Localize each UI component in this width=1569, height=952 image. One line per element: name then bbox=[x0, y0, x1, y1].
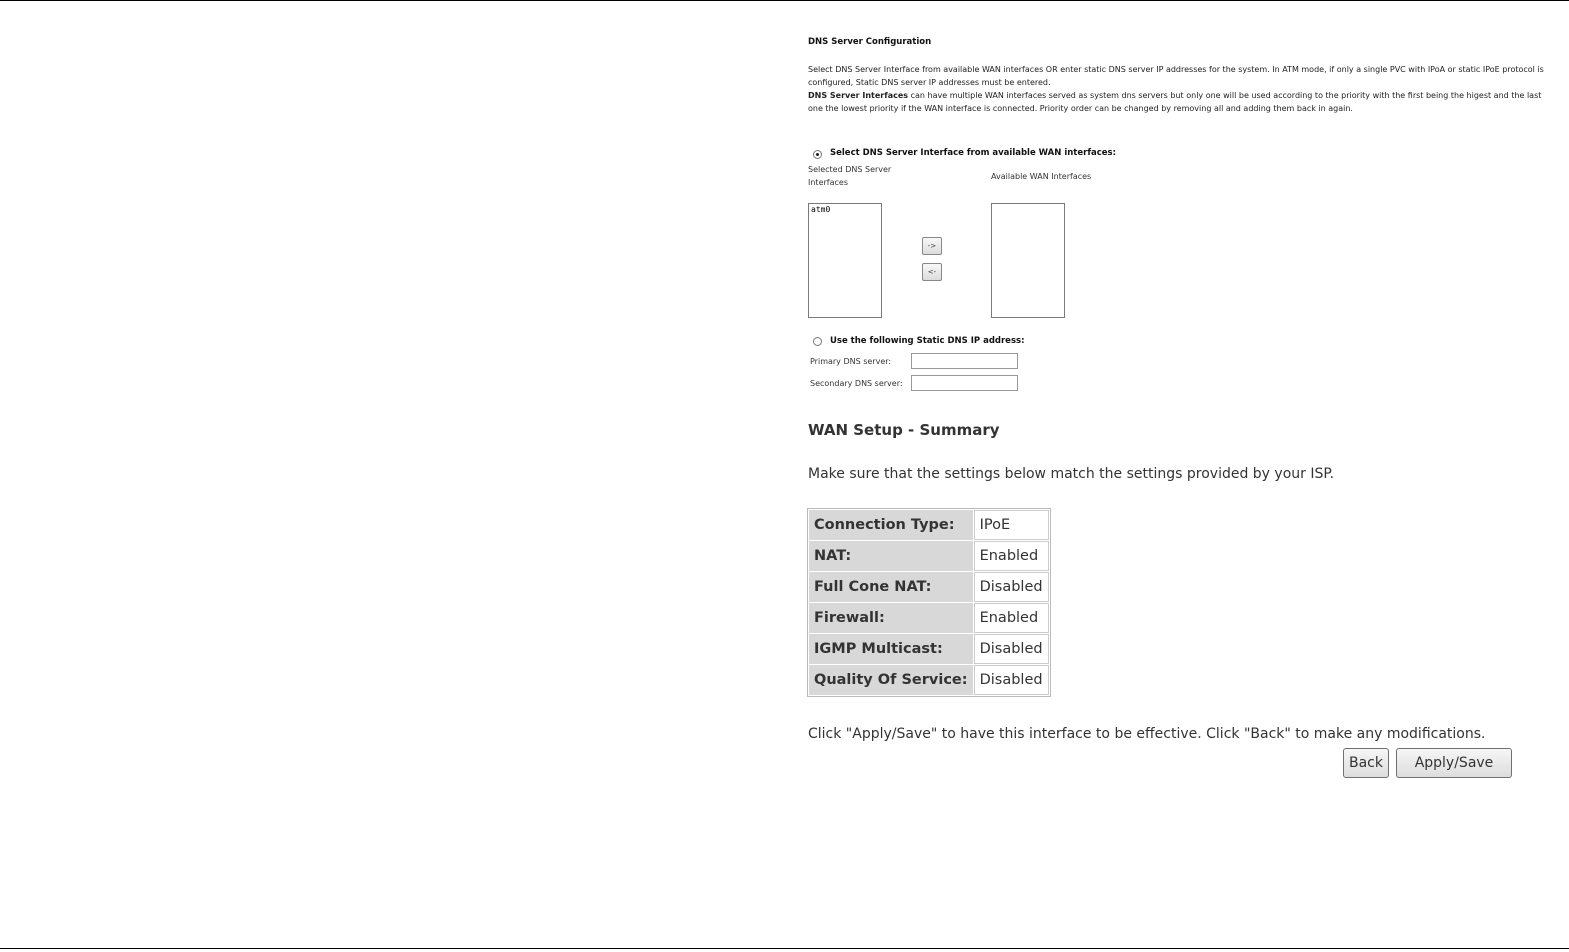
table-row bbox=[809, 603, 1049, 633]
secondary-dns-input[interactable] bbox=[911, 375, 1018, 391]
summary-value: Disabled bbox=[974, 665, 1049, 695]
apply-save-button[interactable]: Apply/Save bbox=[1396, 748, 1512, 778]
radio-dns-interface[interactable] bbox=[813, 150, 822, 159]
summary-key: Firewall: bbox=[809, 603, 973, 633]
dns-description-2-bold: DNS Server Interfaces bbox=[808, 91, 909, 100]
top-rule bbox=[0, 0, 1569, 1]
summary-key: Full Cone NAT: bbox=[809, 572, 973, 602]
dns-config-panel bbox=[805, 30, 1555, 402]
move-left-button[interactable]: <- bbox=[922, 263, 942, 281]
table-row bbox=[809, 510, 1049, 540]
summary-key: NAT: bbox=[809, 541, 973, 571]
summary-value: IPoE bbox=[974, 510, 1049, 540]
bottom-rule bbox=[0, 948, 1569, 949]
summary-key: Quality Of Service: bbox=[809, 665, 973, 695]
selected-interfaces-list[interactable] bbox=[808, 203, 882, 318]
table-row bbox=[809, 634, 1049, 664]
dns-description-1: Select DNS Server Interface from available WAN interfaces OR enter static DNS server IP addresses for the system. In ATM mode, if only a single PVC with IPoA or static IPoE protocol is configured, Static DNS server IP addresses must be entered. bbox=[808, 65, 1544, 87]
summary-intro: Make sure that the settings below match the settings provided by your ISP. bbox=[808, 466, 1335, 482]
radio-static-dns-label: Use the following Static DNS IP address: bbox=[830, 336, 1025, 346]
summary-value: Disabled bbox=[974, 572, 1049, 602]
move-right-button[interactable]: -> bbox=[922, 237, 942, 255]
summary-value: Enabled bbox=[974, 603, 1049, 633]
summary-key: Connection Type: bbox=[809, 510, 973, 540]
primary-dns-label: Primary DNS server: bbox=[810, 357, 892, 366]
summary-value: Disabled bbox=[974, 634, 1049, 664]
summary-table bbox=[807, 508, 1051, 697]
radio-dns-interface-label: Select DNS Server Interface from available WAN interfaces: bbox=[830, 148, 1117, 158]
table-row bbox=[809, 665, 1049, 695]
secondary-dns-label: Secondary DNS server: bbox=[810, 379, 903, 388]
dns-description bbox=[808, 63, 1546, 115]
summary-footer: Click "Apply/Save" to have this interface to be effective. Click "Back" to make any modifications. bbox=[808, 726, 1486, 742]
summary-key: IGMP Multicast: bbox=[809, 634, 973, 664]
table-row bbox=[809, 572, 1049, 602]
summary-value: Enabled bbox=[974, 541, 1049, 571]
radio-static-dns[interactable] bbox=[813, 337, 822, 346]
table-row bbox=[809, 541, 1049, 571]
primary-dns-input[interactable] bbox=[911, 353, 1018, 369]
available-interfaces-list[interactable] bbox=[991, 203, 1065, 318]
dns-description-2: can have multiple WAN interfaces served as system dns servers but only one will be used according to the priority with the first being the higest and the last one the lowest priority if the WAN interface is connected. Priority order can be changed by removing all and adding them back in again. bbox=[808, 91, 1542, 113]
summary-title: WAN Setup - Summary bbox=[808, 421, 1000, 439]
selected-list-label: Selected DNS Server Interfaces bbox=[808, 165, 892, 187]
wan-summary-panel bbox=[805, 412, 1540, 797]
list-item[interactable]: atm0 bbox=[811, 205, 831, 214]
dns-title: DNS Server Configuration bbox=[808, 37, 932, 47]
available-list-label: Available WAN Interfaces bbox=[991, 172, 1092, 181]
back-button[interactable]: Back bbox=[1343, 748, 1389, 778]
